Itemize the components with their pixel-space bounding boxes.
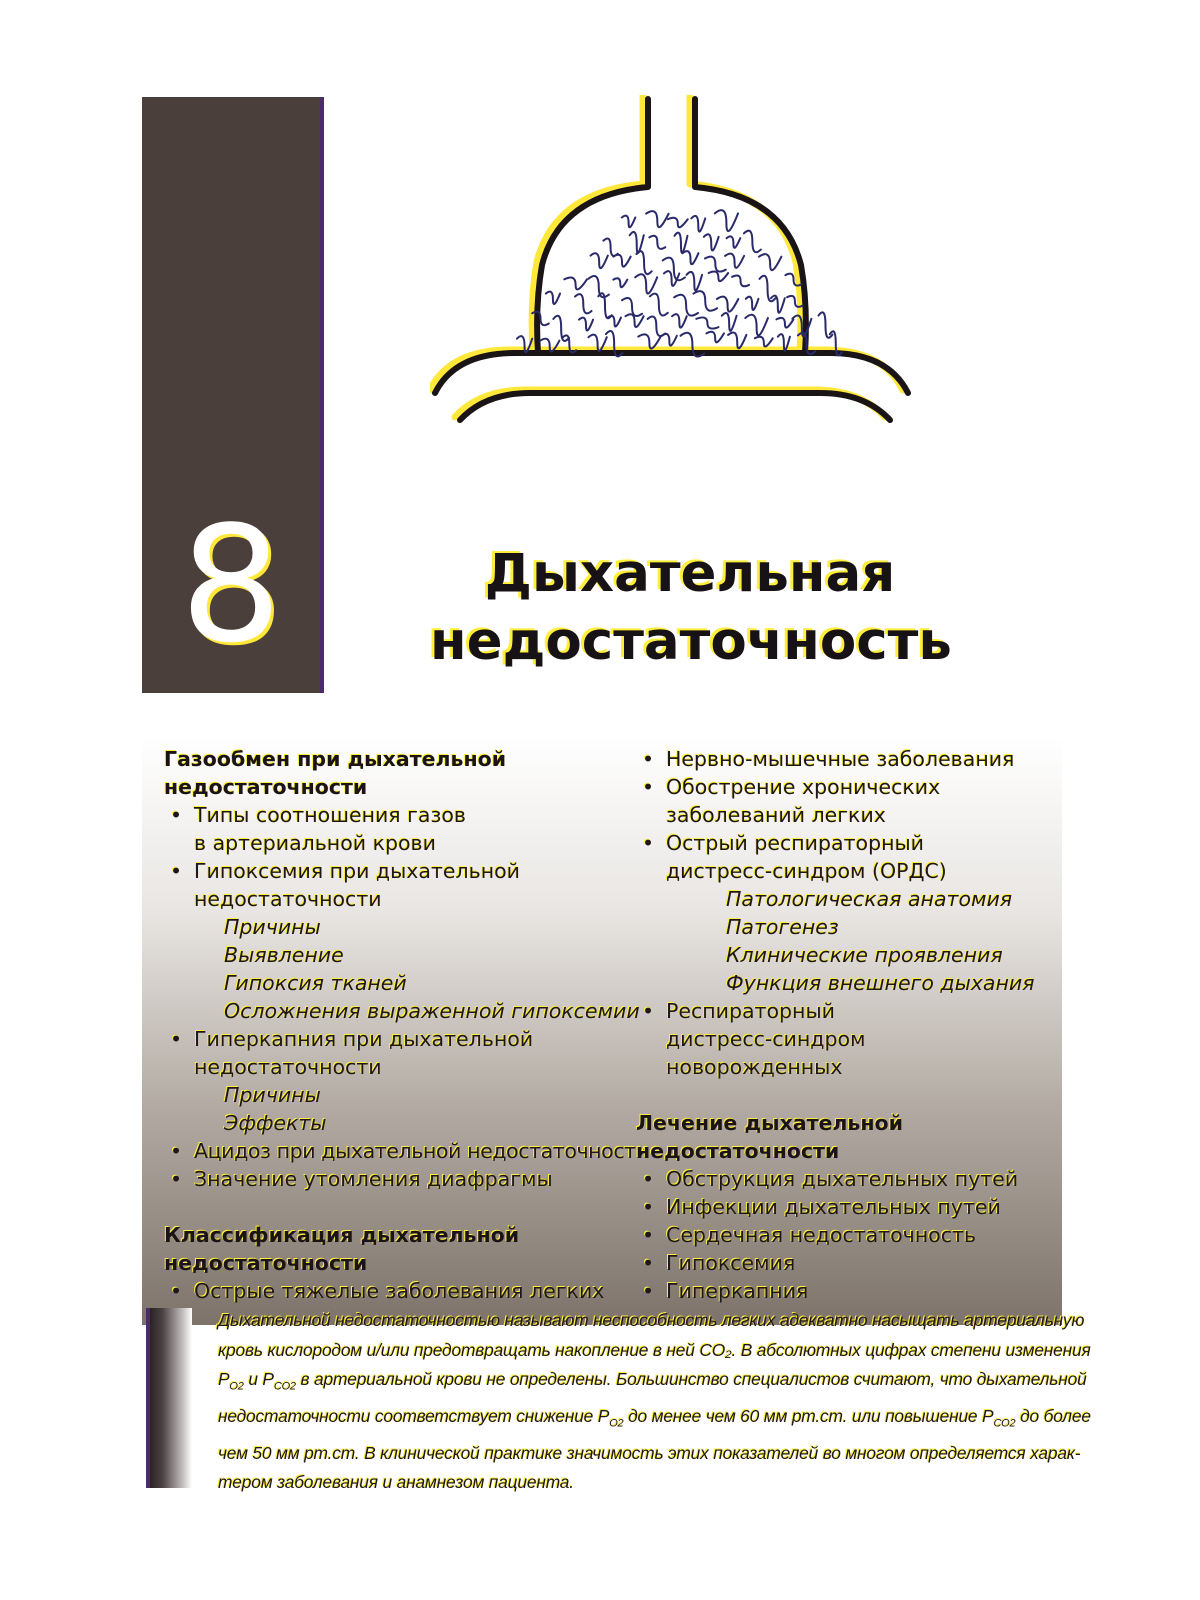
fiber-squiggle <box>696 317 718 328</box>
fiber-squiggle <box>591 253 608 268</box>
fiber-squiggle <box>717 297 738 312</box>
section-heading-line: недостаточности <box>636 1139 840 1163</box>
chapter-title-line2: недостаточность <box>430 611 952 672</box>
fiber-squiggle <box>722 313 737 331</box>
definition-fragment: P <box>218 1369 230 1389</box>
fiber-squiggle <box>650 294 668 316</box>
fiber-squiggles <box>517 210 842 356</box>
contents-item <box>636 773 1056 829</box>
fiber-squiggle <box>546 292 560 304</box>
spacer <box>164 1193 644 1221</box>
definition-line <box>218 1402 1091 1439</box>
contents-subitem: Причины <box>224 915 321 939</box>
section-heading-gas-exchange <box>164 745 644 801</box>
definition-line: кровь кислородом и/или предотвращать накопление в ней CO₂. В абсолютных цифрах степени изменения <box>218 1339 1091 1360</box>
fiber-squiggle <box>630 232 644 253</box>
fiber-squiggle <box>646 211 669 227</box>
contents-item <box>164 1137 649 1165</box>
contents-item <box>164 1165 644 1193</box>
contents-item <box>164 1277 644 1305</box>
section-heading-line: недостаточности <box>164 1251 368 1275</box>
contents-item <box>164 857 644 913</box>
item-text: заболеваний легких <box>666 803 886 827</box>
bullet-icon: • <box>642 999 655 1023</box>
item-text: недостаточности <box>194 1055 382 1079</box>
contents-item <box>164 801 644 857</box>
bullet-icon: • <box>170 803 183 827</box>
item-text: Типы соотношения газов <box>194 803 466 827</box>
fiber-squiggle <box>745 315 768 336</box>
fiber-squiggle <box>668 218 688 228</box>
chapter-title-line1: Дыхательная <box>484 543 896 604</box>
chapter-title <box>430 540 950 676</box>
definition-line: Дыхательной недостаточностью называют неспособность легких адекватно насыщать артериальную <box>218 1310 1085 1330</box>
bullet-icon: • <box>642 775 655 799</box>
item-text: Значение утомления диафрагмы <box>194 1167 553 1191</box>
contents-right-column <box>636 745 1056 1305</box>
contents-subitem: Выявление <box>224 943 344 967</box>
definition-line: чем 50 мм рт.ст. В клинической практике значимость этих показателей во многом определяется харак- <box>218 1442 1081 1463</box>
bullet-icon: • <box>642 1251 655 1275</box>
contents-subitem: Эффекты <box>224 1111 327 1135</box>
section-heading-treatment <box>636 1109 1056 1165</box>
fiber-squiggle <box>622 216 635 228</box>
fiber-squiggle <box>603 238 617 255</box>
fiber-squiggle <box>709 272 728 282</box>
fiber-squiggle <box>613 278 627 287</box>
fiber-squiggle <box>638 334 660 348</box>
fiber-squiggle <box>662 334 677 346</box>
item-text: Гиперкапния при дыхательной <box>194 1027 534 1051</box>
fiber-squiggle <box>693 291 717 311</box>
bullet-icon: • <box>642 1167 655 1191</box>
item-text: в артериальной крови <box>194 831 436 855</box>
fiber-squiggle <box>705 257 726 272</box>
item-text: недостаточности <box>194 887 382 911</box>
contents-item <box>636 1193 1056 1221</box>
contents-subitem: Функция внешнего дыхания <box>726 971 1035 995</box>
item-text: Гипоксемия при дыхательной <box>194 859 520 883</box>
definition-subscript: O2 <box>229 1380 244 1393</box>
definition-fragment: до менее чем 60 мм рт.ст. или повышение P <box>623 1405 994 1426</box>
fiber-squiggle <box>687 272 703 291</box>
fiber-squiggle <box>727 236 741 247</box>
item-text: Обструкция дыхательных путей <box>666 1167 1019 1191</box>
chapter-number: 8 <box>180 491 282 678</box>
fiber-squiggle <box>672 314 687 328</box>
fiber-squiggle <box>715 210 738 231</box>
definition-fragment: и P <box>243 1369 274 1389</box>
fiber-squiggle <box>564 277 587 289</box>
item-text: Нервно-мышечные заболевания <box>666 747 1015 771</box>
definition-fragment: в артериальной крови не определены. Большинство специалистов считают, что дыхательной <box>295 1369 1087 1389</box>
fiber-squiggle <box>728 332 746 348</box>
fiber-squiggle <box>663 258 685 281</box>
contents-subitem: Осложнения выраженной гипоксемии <box>224 999 640 1023</box>
fiber-squiggle <box>649 236 665 249</box>
item-text: Сердечная недостаточность <box>666 1223 976 1247</box>
item-text: Инфекции дыхательных путей <box>666 1195 1001 1219</box>
fiber-squiggle <box>691 216 705 232</box>
bullet-icon: • <box>642 747 655 771</box>
bullet-icon: • <box>170 1027 183 1051</box>
fiber-squiggle <box>648 316 665 336</box>
fiber-squiggle <box>776 318 793 328</box>
fiber-squiggle <box>725 254 744 268</box>
item-text: новорожденных <box>666 1055 843 1079</box>
fiber-squiggle <box>704 234 719 250</box>
fiber-squiggle <box>589 276 609 297</box>
chapter-contents <box>142 737 1062 1325</box>
contents-subitem: Клинические проявления <box>726 943 1003 967</box>
item-text: Гиперкапния <box>666 1279 809 1303</box>
fiber-squiggle <box>664 271 679 286</box>
fiber-squiggle <box>683 251 699 264</box>
spacer <box>636 1081 1056 1109</box>
item-text: дистресс-синдром <box>666 1027 866 1051</box>
fiber-squiggle <box>755 337 773 347</box>
fiber-squiggle <box>732 275 749 286</box>
fiber-squiggle <box>706 332 724 343</box>
definition-bar <box>150 1308 192 1488</box>
item-text: Острый респираторный <box>666 831 924 855</box>
fiber-squiggle <box>674 295 698 316</box>
bullet-icon: • <box>642 1195 655 1219</box>
fiber-squiggle <box>622 298 642 316</box>
fiber-squiggle <box>613 255 630 267</box>
section-heading-line: Классификация дыхательной <box>164 1223 520 1247</box>
section-heading-line: Газообмен при дыхательной <box>164 747 507 771</box>
item-text: Острые тяжелые заболевания легких <box>194 1279 605 1303</box>
definition-subscript: O2 <box>609 1417 624 1430</box>
contents-subitem: Гипоксия тканей <box>224 971 407 995</box>
fiber-squiggle <box>746 297 759 310</box>
contents-subitem: Патогенез <box>726 915 839 939</box>
section-heading-line: недостаточности <box>164 775 368 799</box>
item-text: дистресс-синдром (ОРДС) <box>666 859 947 883</box>
fiber-squiggle <box>626 314 644 327</box>
contents-item <box>636 1277 1056 1305</box>
contents-item <box>636 1249 1056 1277</box>
item-text: Обострение хронических <box>666 775 941 799</box>
bullet-icon: • <box>170 1279 183 1303</box>
contents-item <box>636 997 1056 1081</box>
bullet-icon: • <box>642 831 655 855</box>
fiber-squiggle <box>579 318 593 331</box>
fiber-squiggle <box>575 294 592 313</box>
definition-fragment: до более <box>1015 1405 1091 1426</box>
fiber-squiggle <box>636 251 651 274</box>
fiber-squiggle <box>760 276 776 302</box>
definition-line <box>218 1365 1087 1402</box>
bullet-icon: • <box>170 1167 183 1191</box>
contents-item <box>636 1221 1056 1249</box>
fiber-squiggle <box>675 233 688 253</box>
contents-left-column <box>164 745 649 1305</box>
fiber-squiggle <box>635 274 657 293</box>
definition-line: тером заболевания и анамнезом пациента. <box>218 1472 574 1493</box>
definition-fragment: недостаточности соответствует снижение P <box>218 1405 610 1426</box>
contents-item <box>636 1165 1056 1193</box>
contents-subitem: Причины <box>224 1083 321 1107</box>
item-text: Гипоксемия <box>666 1251 796 1275</box>
bullet-icon: • <box>170 859 183 883</box>
definition-subscript: CO2 <box>273 1380 296 1393</box>
alveolus-illustration <box>430 95 950 455</box>
definition-text <box>218 1306 1091 1498</box>
section-heading-line: Лечение дыхательной <box>636 1111 904 1135</box>
contents-item <box>636 745 1056 773</box>
bullet-icon: • <box>642 1279 655 1303</box>
item-text: Респираторный <box>666 999 835 1023</box>
contents-item <box>164 1025 644 1081</box>
bullet-icon: • <box>642 1223 655 1247</box>
bullet-icon: • <box>170 1139 183 1163</box>
item-text: Ацидоз при дыхательной недостаточности <box>194 1139 649 1163</box>
contents-item <box>636 829 1056 885</box>
definition-subscript: CO2 <box>993 1417 1016 1430</box>
fiber-squiggle <box>744 231 761 253</box>
fiber-squiggle <box>553 316 569 341</box>
fiber-squiggle <box>759 254 781 270</box>
contents-subitem: Патологическая анатомия <box>726 887 1013 911</box>
section-heading-classification <box>164 1221 644 1277</box>
fiber-squiggle <box>771 296 785 313</box>
